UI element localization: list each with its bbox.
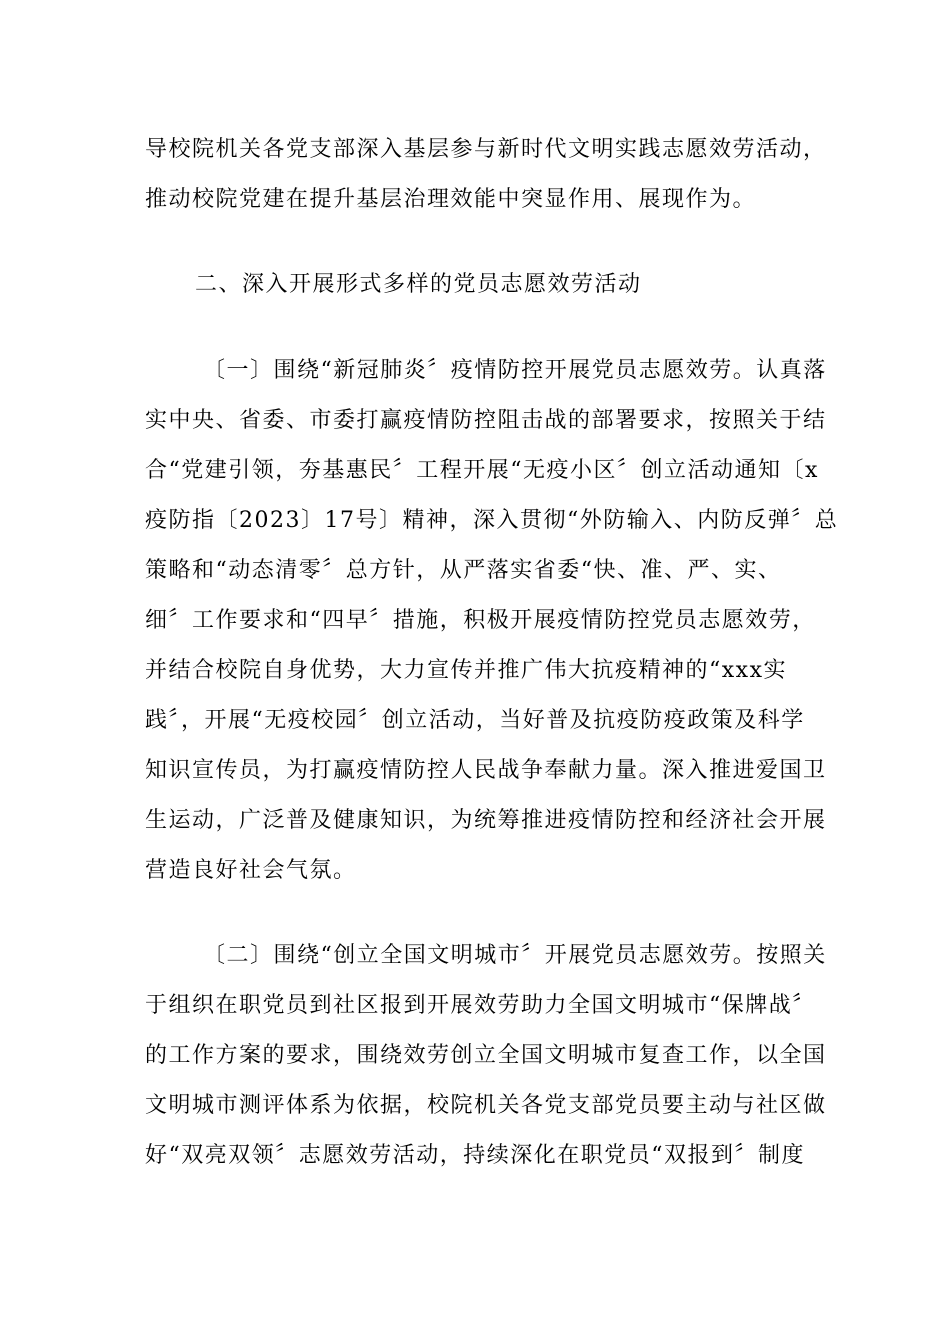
paragraph-1-line-10: 生运动，广泛普及健康知识，为统筹推进疫情防控和经济社会开展	[145, 808, 827, 833]
paragraph-2-line-4: 文明城市测评体系为依据，校院机关各党支部党员要主动与社区做	[145, 1093, 827, 1118]
paragraph-2-line-5: 好“双亮双领〞志愿效劳活动，持续深化在职党员“双报到〞制度	[145, 1143, 805, 1168]
paragraph-2-line-2: 于组织在职党员到社区报到开展效劳助力全国文明城市“保牌战〞	[145, 993, 816, 1018]
paragraph-1-line-6: 细〞工作要求和“四早〞措施，积极开展疫情防控党员志愿效劳，	[145, 608, 816, 633]
paragraph-1-line-2: 实中央、省委、市委打赢疫情防控阻击战的部署要求，按照关于结	[145, 408, 827, 433]
paragraph-1-line-3: 合“党建引领，夯基惠民〞工程开展“无疫小区〞创立活动通知〔x	[145, 458, 819, 483]
paragraph-1-line-11: 营造良好社会气氛。	[145, 858, 357, 883]
paragraph-1-line-7: 并结合校院自身优势，大力宣传并推广伟大抗疫精神的“xxx实	[145, 658, 787, 683]
paragraph-1-line-4: 疫防指〔2023〕17号〕精神，深入贯彻“外防输入、内防反弹〞总	[145, 508, 839, 533]
paragraph-1-line-5: 策略和“动态清零〞总方针，从严落实省委“快、准、严、实、	[145, 558, 782, 583]
paragraph-1-line-1: 〔一〕围绕“新冠肺炎〞疫情防控开展党员志愿效劳。认真落	[203, 358, 827, 383]
paragraph-1-line-9: 知识宣传员，为打赢疫情防控人民战争奉献力量。深入推进爱国卫	[145, 758, 827, 783]
paragraph-2-line-1: 〔二〕围绕“创立全国文明城市〞开展党员志愿效劳。按照关	[203, 943, 827, 968]
paragraph-2-line-3: 的工作方案的要求，围绕效劳创立全国文明城市复查工作，以全国	[145, 1043, 827, 1068]
paragraph-intro-line-2: 推动校院党建在提升基层治理效能中突显作用、展现作为。	[145, 187, 757, 212]
paragraph-1-line-8: 践〞，开展“无疫校园〞创立活动，当好普及抗疫防疫政策及科学	[145, 708, 805, 733]
paragraph-intro-line-1: 导校院机关各党支部深入基层参与新时代文明实践志愿效劳活动，	[145, 137, 827, 162]
section-heading: 二、深入开展形式多样的党员志愿效劳活动	[195, 272, 642, 297]
